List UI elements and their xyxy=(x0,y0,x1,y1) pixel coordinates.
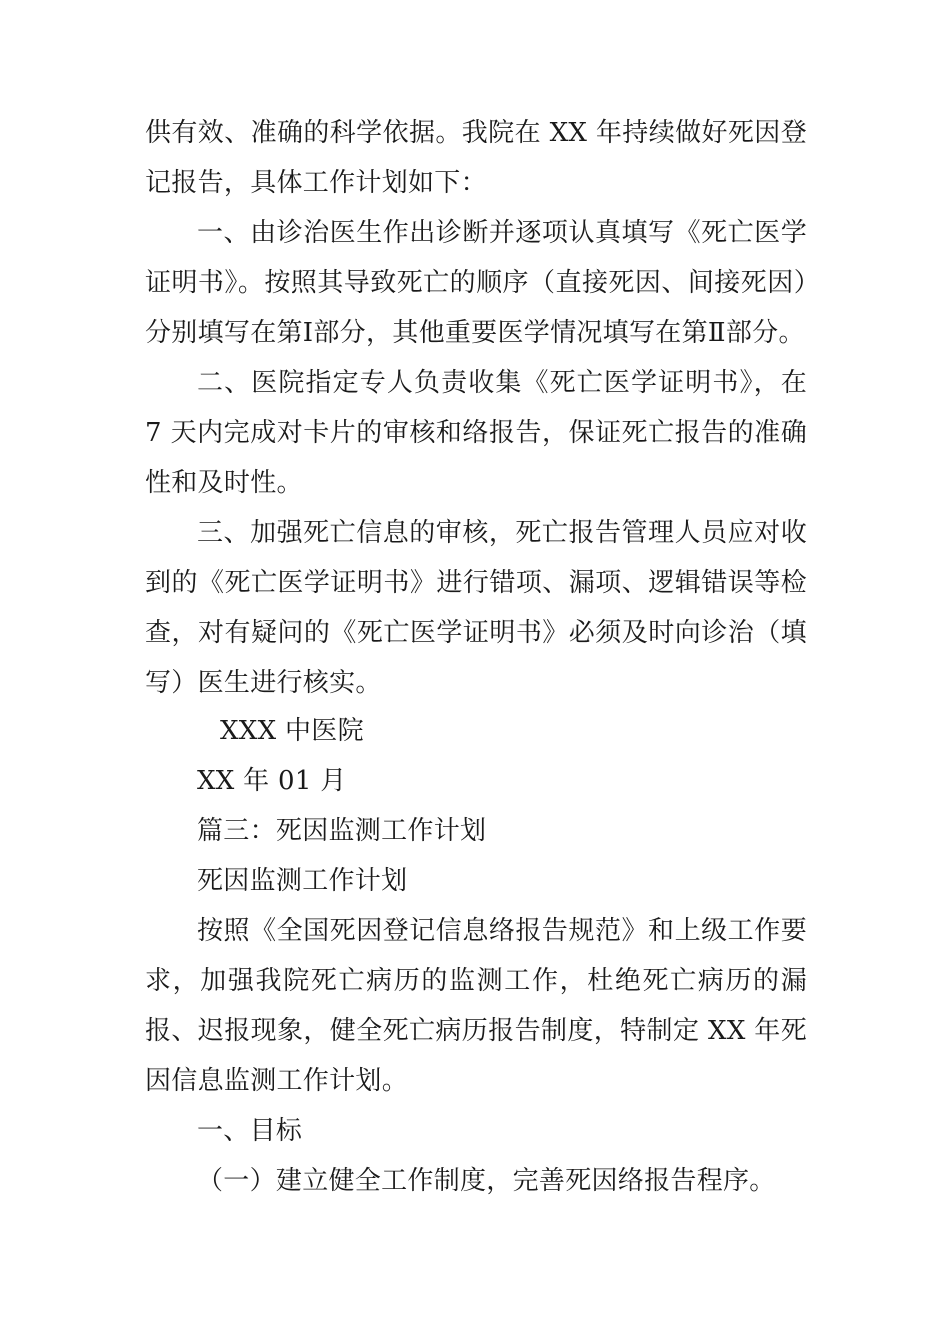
signature-date: XX 年 01 月 xyxy=(197,766,347,796)
paragraph-5: 按照《全国死因登记信息络报告规范》和上级工作要求，加强我院死亡病历的监测工作，杜绝死亡病历的漏报、迟报现象，健全死亡病历报告制度，特制定 XX 年死因信息监测工作计划。 xyxy=(145,916,807,1096)
section-heading: 篇三：死因监测工作计划 xyxy=(197,816,487,846)
section-title: 死因监测工作计划 xyxy=(197,866,408,896)
signature-organization: XXX 中医院 xyxy=(220,716,364,746)
goal-item-1: （一）建立健全工作制度，完善死因络报告程序。 xyxy=(197,1166,776,1196)
paragraph-3: 二、医院指定专人负责收集《死亡医学证明书》，在 7 天内完成对卡片的审核和络报告，保证死亡报告的准确性和及时性。 xyxy=(145,368,807,498)
paragraph-section-body xyxy=(145,906,807,1106)
paragraph-4: 三、加强死亡信息的审核，死亡报告管理人员应对收到的《死亡医学证明书》进行错项、漏项、逻辑错误等检查，对有疑问的《死亡医学证明书》必须及时向诊治（填写）医生进行核实。 xyxy=(145,518,807,698)
paragraph-1: 供有效、准确的科学依据。我院在 XX 年持续做好死因登记报告，具体工作计划如下： xyxy=(145,118,807,198)
paragraph-2: 一、由诊治医生作出诊断并逐项认真填写《死亡医学证明书》。按照其导致死亡的顺序（直接死因、间接死因）分别填写在第Ⅰ部分，其他重要医学情况填写在第Ⅱ部分。 xyxy=(145,218,807,348)
goal-heading: 一、目标 xyxy=(197,1116,303,1146)
paragraph-intro-continuation xyxy=(145,108,807,708)
